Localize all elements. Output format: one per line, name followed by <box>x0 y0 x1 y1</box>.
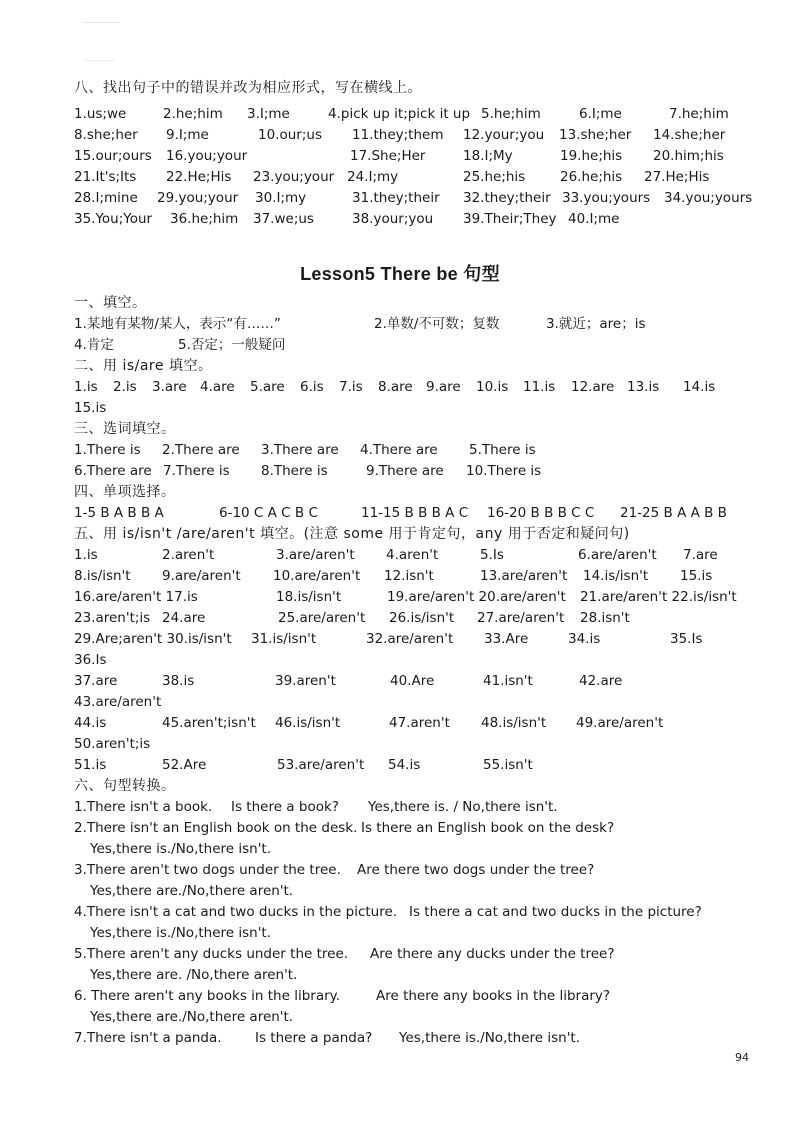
answer-item: 4.aren't <box>386 547 439 563</box>
answer-item: 33.Are <box>484 631 529 647</box>
part5-answer-row <box>0 734 800 755</box>
part5-heading: 五、用 is/isn't /are/aren't 填空。(注意 some 用于肯定句，any 用于否定和疑问句) <box>74 526 630 542</box>
answer-item: 3.There are <box>261 442 339 458</box>
answer-item: 1.is <box>74 379 98 395</box>
answer-item: 2.单数/不可数；复数 <box>374 316 500 332</box>
answer-item: 28.isn't <box>580 610 630 626</box>
answer-item: 39.aren't <box>275 673 336 689</box>
answer-item: 29.you;your <box>157 190 239 206</box>
part6-answer-row <box>0 797 800 818</box>
section8-answer-row <box>0 209 800 230</box>
answer-item: 54.is <box>388 757 421 773</box>
answer-item: Yes,there is./No,there isn't. <box>90 841 272 857</box>
answer-item: 18.is/isn't <box>276 589 342 605</box>
answer-item: 1.某地有某物/某人，表示“有……” <box>74 316 281 332</box>
answer-item: 32.are/aren't <box>366 631 454 647</box>
answer-item: 15.our;ours <box>74 148 152 164</box>
section8-answer-row <box>0 125 800 146</box>
answer-item: 2.aren't <box>162 547 215 563</box>
answer-item: 36.Is <box>74 652 107 668</box>
answer-item: 1.us;we <box>74 106 127 122</box>
answer-item: 26.he;his <box>560 169 623 185</box>
answer-item: 52.Are <box>162 757 207 773</box>
part5-answer-row <box>0 671 800 692</box>
answer-item: 1.There is <box>74 442 141 458</box>
answer-item: 27.are/aren't <box>477 610 565 626</box>
part6-answer-row <box>0 818 800 839</box>
answer-item: 25.he;his <box>463 169 526 185</box>
scan-mark <box>84 60 114 61</box>
answer-item: 6.is <box>300 379 324 395</box>
part3-answer-row <box>0 461 800 482</box>
answer-item: 9.are <box>426 379 461 395</box>
answer-item: 1-5 B A B B A <box>74 505 164 521</box>
answer-item: 11.they;them <box>352 127 444 143</box>
answer-item: 41.isn't <box>483 673 533 689</box>
answer-item: Are there any books in the library? <box>376 988 611 1004</box>
answer-item: 3.There aren't two dogs under the tree. <box>74 862 341 878</box>
part2-heading: 二、用 is/are 填空。 <box>74 358 213 374</box>
answer-item: 11-15 B B B A C <box>361 505 469 521</box>
answer-item: 21.are/aren't 22.is/isn't <box>580 589 737 605</box>
section8-heading: 八、找出句子中的错误并改为相应形式，写在横线上。 <box>74 80 422 96</box>
answer-item: 3.are <box>152 379 187 395</box>
answer-item: 32.they;their <box>463 190 551 206</box>
answer-item: 42.are <box>579 673 623 689</box>
part5-answer-row <box>0 587 800 608</box>
part1-heading: 一、填空。 <box>74 295 147 311</box>
answer-item: 45.aren't;isn't <box>162 715 256 731</box>
answer-item: 4.pick up it;pick it up <box>328 106 471 122</box>
answer-item: 21-25 B A A B B <box>620 505 727 521</box>
answer-item: Yes,there are./No,there aren't. <box>90 1009 294 1025</box>
answer-item: 4.There isn't a cat and two ducks in the picture. <box>74 904 398 920</box>
answer-item: 22.He;His <box>166 169 232 185</box>
answer-item: 50.aren't;is <box>74 736 151 752</box>
answer-item: Yes,there is. / No,there isn't. <box>368 799 558 815</box>
answer-item: 8.are <box>378 379 413 395</box>
answer-item: 7.is <box>339 379 363 395</box>
answer-item: 37.we;us <box>253 211 314 227</box>
answer-item: 5.he;him <box>481 106 541 122</box>
part4-heading: 四、单项选择。 <box>74 484 176 500</box>
answer-item: 28.I;mine <box>74 190 138 206</box>
part2-answer-row <box>0 377 800 398</box>
answer-item: 12.are <box>571 379 615 395</box>
answer-item: Yes,there is./No,there isn't. <box>90 925 272 941</box>
part5-answer-row <box>0 650 800 671</box>
answer-item: 51.is <box>74 757 107 773</box>
section8-answer-row <box>0 188 800 209</box>
part6-answer-row <box>0 1007 800 1028</box>
answer-item: Is there an English book on the desk? <box>361 820 615 836</box>
answer-item: 5.are <box>250 379 285 395</box>
part5-answer-row <box>0 566 800 587</box>
part3-answer-row <box>0 440 800 461</box>
answer-item: 8.is/isn't <box>74 568 131 584</box>
answer-item: 2.he;him <box>163 106 223 122</box>
part6-answer-row <box>0 1028 800 1049</box>
part6-answer-row <box>0 902 800 923</box>
answer-item: 16.you;your <box>166 148 248 164</box>
answer-item: 36.he;him <box>170 211 239 227</box>
answer-item: 18.I;My <box>463 148 513 164</box>
answer-item: 7.are <box>683 547 718 563</box>
answer-item: 5.Is <box>480 547 504 563</box>
answer-item: 6.I;me <box>579 106 622 122</box>
answer-item: 10.are/aren't <box>273 568 361 584</box>
answer-item: 2.There are <box>162 442 240 458</box>
answer-item: 5.否定；一般疑问 <box>178 337 286 353</box>
answer-item: 3.I;me <box>247 106 290 122</box>
answer-item: 13.she;her <box>559 127 632 143</box>
part1-answer-row <box>0 314 800 335</box>
answer-item: 14.is/isn't <box>583 568 649 584</box>
answer-item: 6-10 C A C B C <box>219 505 318 521</box>
answer-item: 4.are <box>200 379 235 395</box>
answer-item: 35.You;Your <box>74 211 153 227</box>
answer-item: 5.There is <box>469 442 536 458</box>
answer-item: 37.are <box>74 673 118 689</box>
answer-item: 48.is/isn't <box>481 715 547 731</box>
answer-item: 12.isn't <box>384 568 434 584</box>
part5-answer-row <box>0 713 800 734</box>
answer-item: 34.is <box>568 631 601 647</box>
answer-item: Yes,there are./No,there aren't. <box>90 883 294 899</box>
lesson-title: Lesson5 There be 句型 <box>300 264 500 284</box>
answer-item: 11.is <box>523 379 556 395</box>
answer-item: 26.is/isn't <box>389 610 455 626</box>
part6-answer-row <box>0 944 800 965</box>
answer-item: 10.is <box>476 379 509 395</box>
scan-mark <box>84 22 120 27</box>
answer-item: 1.There isn't a book. <box>74 799 213 815</box>
answer-item: 10.There is <box>466 463 542 479</box>
answer-item: 9.are/aren't <box>162 568 241 584</box>
part5-answer-row <box>0 545 800 566</box>
answer-item: 14.she;her <box>653 127 726 143</box>
part2-answer-row <box>0 398 800 419</box>
answer-item: 21.It's;Its <box>74 169 137 185</box>
answer-item: 39.Their;They <box>463 211 557 227</box>
part4-answer-row <box>0 503 800 524</box>
answer-item: 7.There is <box>163 463 230 479</box>
section8-answer-row <box>0 104 800 125</box>
answer-item: 44.is <box>74 715 107 731</box>
answer-item: 16.are/aren't 17.is <box>74 589 198 605</box>
page-number: 94 <box>735 1051 749 1064</box>
answer-item: Yes,there are. /No,there aren't. <box>90 967 298 983</box>
answer-item: 8.she;her <box>74 127 138 143</box>
answer-item: 19.he;his <box>560 148 623 164</box>
answer-item: 9.There are <box>366 463 444 479</box>
answer-item: 25.are/aren't <box>278 610 366 626</box>
answer-item: 40.Are <box>390 673 435 689</box>
answer-item: 46.is/isn't <box>275 715 341 731</box>
answer-item: 2.is <box>113 379 137 395</box>
answer-item: 14.is <box>683 379 716 395</box>
answer-item: 20.him;his <box>653 148 724 164</box>
answer-item: 6.are/aren't <box>578 547 657 563</box>
answer-item: 31.is/isn't <box>251 631 317 647</box>
answer-item: 33.you;yours <box>562 190 651 206</box>
part6-answer-row <box>0 881 800 902</box>
answer-item: 12.your;you <box>463 127 545 143</box>
part6-answer-row <box>0 839 800 860</box>
answer-item: 27.He;His <box>644 169 710 185</box>
answer-item: 23.aren't;is <box>74 610 151 626</box>
answer-item: Is there a cat and two ducks in the picture? <box>409 904 702 920</box>
part6-answer-row <box>0 923 800 944</box>
part5-answer-row <box>0 692 800 713</box>
answer-item: Is there a panda? <box>255 1030 373 1046</box>
answer-item: 23.you;your <box>253 169 335 185</box>
answer-item: 6. There aren't any books in the library. <box>74 988 340 1004</box>
answer-item: 53.are/aren't <box>277 757 365 773</box>
answer-item: 40.I;me <box>568 211 620 227</box>
answer-item: 7.There isn't a panda. <box>74 1030 222 1046</box>
answer-item: 34.you;yours <box>664 190 753 206</box>
answer-item: 7.he;him <box>669 106 729 122</box>
answer-item: 8.There is <box>261 463 328 479</box>
answer-item: 5.There aren't any ducks under the tree. <box>74 946 349 962</box>
answer-item: 9.I;me <box>166 127 209 143</box>
part5-answer-row <box>0 629 800 650</box>
answer-item: 13.is <box>627 379 660 395</box>
answer-item: 4.There are <box>360 442 438 458</box>
answer-item: 47.aren't <box>389 715 450 731</box>
answer-item: 24.I;my <box>347 169 399 185</box>
answer-item: 17.She;Her <box>350 148 426 164</box>
answer-item: 35.Is <box>670 631 703 647</box>
part6-answer-row <box>0 986 800 1007</box>
answer-item: Are there two dogs under the tree? <box>357 862 595 878</box>
part6-heading: 六、句型转换。 <box>74 778 176 794</box>
answer-item: 15.is <box>74 400 107 416</box>
section8-answer-row <box>0 146 800 167</box>
answer-item: 38.is <box>162 673 195 689</box>
answer-item: 1.is <box>74 547 98 563</box>
answer-item: Are there any ducks under the tree? <box>370 946 615 962</box>
part1-answer-row <box>0 335 800 356</box>
answer-item: 29.Are;aren't 30.is/isn't <box>74 631 232 647</box>
answer-item: 15.is <box>680 568 713 584</box>
part3-heading: 三、选词填空。 <box>74 421 176 437</box>
answer-item: 31.they;their <box>352 190 440 206</box>
answer-item: 55.isn't <box>483 757 533 773</box>
answer-item: 10.our;us <box>258 127 322 143</box>
answer-item: 3.are/aren't <box>276 547 355 563</box>
part6-answer-row <box>0 965 800 986</box>
section8-answer-row <box>0 167 800 188</box>
answer-item: 24.are <box>162 610 206 626</box>
answer-item: 6.There are <box>74 463 152 479</box>
answer-item: 2.There isn't an English book on the desk. <box>74 820 358 836</box>
answer-item: 30.I;my <box>255 190 307 206</box>
answer-item: 16-20 B B B C C <box>487 505 595 521</box>
answer-item: 3.就近；are；is <box>546 316 646 332</box>
part6-answer-row <box>0 860 800 881</box>
answer-item: 13.are/aren't <box>480 568 568 584</box>
part5-answer-row <box>0 755 800 776</box>
answer-item: 19.are/aren't 20.are/aren't <box>387 589 566 605</box>
part5-answer-row <box>0 608 800 629</box>
answer-item: 4.肯定 <box>74 337 114 353</box>
answer-item: 38.your;you <box>352 211 434 227</box>
answer-item: Is there a book? <box>231 799 339 815</box>
answer-item: Yes,there is./No,there isn't. <box>399 1030 581 1046</box>
answer-item: 43.are/aren't <box>74 694 162 710</box>
answer-item: 49.are/aren't <box>576 715 664 731</box>
